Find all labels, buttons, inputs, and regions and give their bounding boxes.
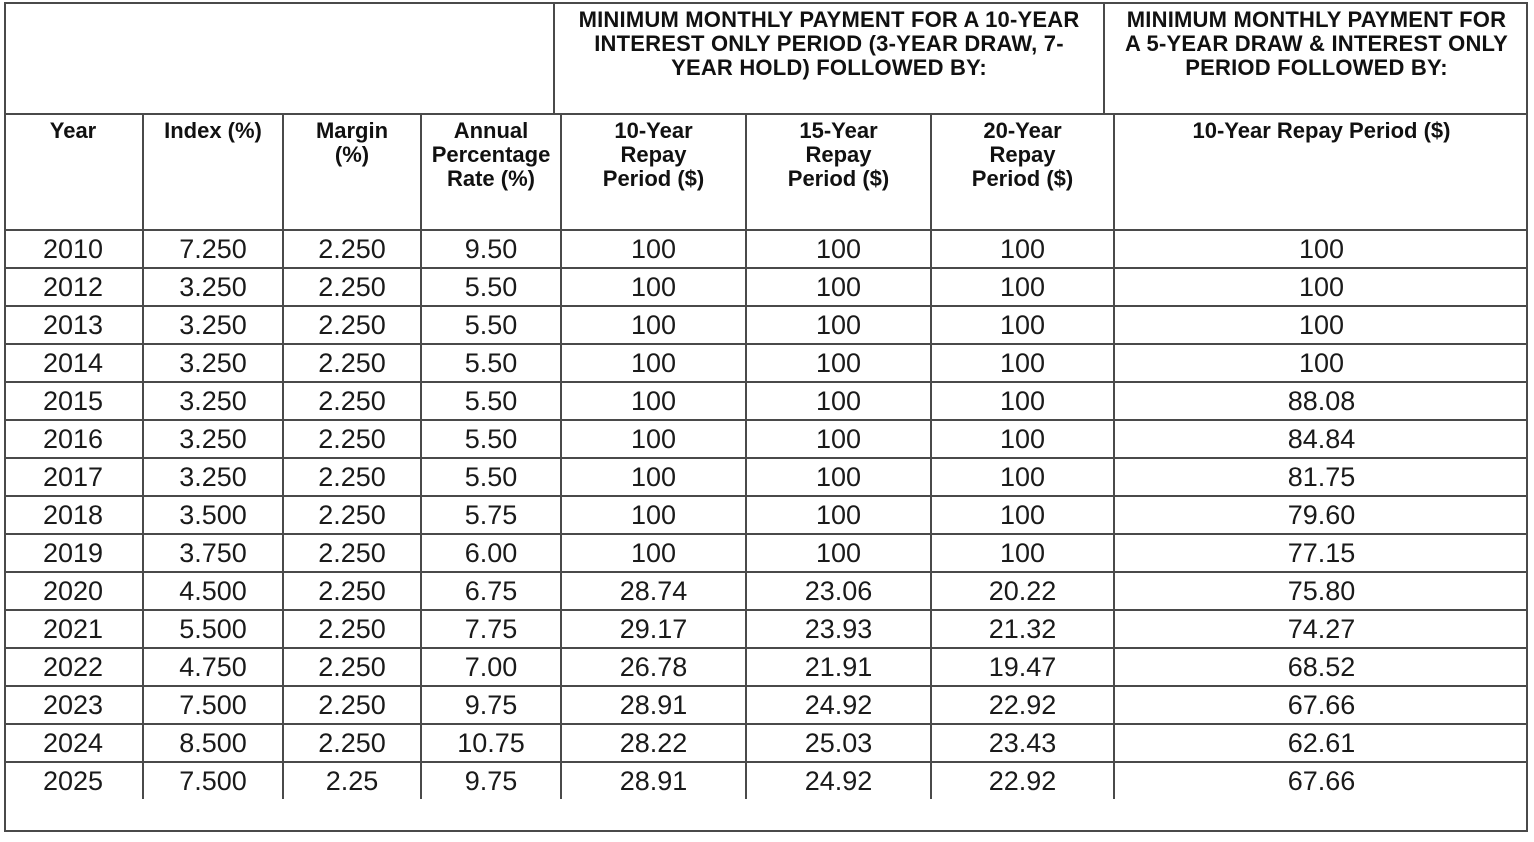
table-cell: 26.78 — [561, 648, 746, 686]
table-cell: 5.50 — [421, 420, 561, 458]
table-cell: 100 — [746, 534, 931, 572]
table-cell: 100 — [931, 306, 1114, 344]
table-cell: 84.84 — [1114, 420, 1528, 458]
group-header-10yr-interest-only: MINIMUM MONTHLY PAYMENT FOR A 10-YEAR INTEREST ONLY PERIOD (3-YEAR DRAW, 7-YEAR HOLD) FOLLOWED BY: — [553, 2, 1103, 113]
table-cell: 2.250 — [283, 686, 421, 724]
column-header-label: Year — [49, 118, 97, 143]
table-cell: 24.92 — [746, 686, 931, 724]
table-cell: 9.50 — [421, 230, 561, 268]
table-cell: 23.06 — [746, 572, 931, 610]
table-cell: 100 — [561, 344, 746, 382]
table-cell: 2.250 — [283, 344, 421, 382]
table-cell: 3.750 — [143, 534, 283, 572]
table-cell: 3.250 — [143, 344, 283, 382]
group-header-blank — [4, 2, 553, 113]
group-header-row — [4, 2, 1528, 115]
table-cell: 7.00 — [421, 648, 561, 686]
table-cell: 5.75 — [421, 496, 561, 534]
table-cell: 5.500 — [143, 610, 283, 648]
table-row — [4, 344, 1528, 382]
table-cell: 100 — [561, 420, 746, 458]
table-row — [4, 306, 1528, 344]
column-header — [1114, 115, 1528, 230]
table-cell: 5.50 — [421, 382, 561, 420]
column-header-label: Index (%) — [164, 118, 262, 143]
table-cell: 100 — [1114, 344, 1528, 382]
table-cell: 2.250 — [283, 306, 421, 344]
table-cell: 3.250 — [143, 458, 283, 496]
table-cell: 81.75 — [1114, 458, 1528, 496]
table-cell: 21.91 — [746, 648, 931, 686]
column-header-label: Margin (%) — [315, 118, 389, 167]
table-cell: 9.75 — [421, 762, 561, 799]
table-cell: 5.50 — [421, 458, 561, 496]
table-cell: 100 — [746, 268, 931, 306]
table-cell: 23.43 — [931, 724, 1114, 762]
table-cell: 2.250 — [283, 458, 421, 496]
table-cell: 3.250 — [143, 382, 283, 420]
table-cell: 2.250 — [283, 724, 421, 762]
table-cell: 7.75 — [421, 610, 561, 648]
table-cell: 100 — [1114, 306, 1528, 344]
table-cell: 2017 — [4, 458, 143, 496]
table-cell: 100 — [931, 382, 1114, 420]
table-cell: 29.17 — [561, 610, 746, 648]
table-row — [4, 496, 1528, 534]
table-cell: 79.60 — [1114, 496, 1528, 534]
table-cell: 22.92 — [931, 762, 1114, 799]
table-cell: 100 — [561, 306, 746, 344]
table-cell: 6.00 — [421, 534, 561, 572]
column-header-label: 10-Year Repay Period ($) — [1192, 118, 1451, 143]
table-cell: 7.500 — [143, 686, 283, 724]
table-row — [4, 534, 1528, 572]
column-header-label: 20-Year Repay Period ($) — [971, 118, 1074, 191]
column-header — [421, 115, 561, 230]
table-cell: 9.75 — [421, 686, 561, 724]
column-header — [746, 115, 931, 230]
table-cell: 2.250 — [283, 534, 421, 572]
table-cell: 20.22 — [931, 572, 1114, 610]
table-cell: 100 — [561, 496, 746, 534]
table-cell: 23.93 — [746, 610, 931, 648]
table-cell: 67.66 — [1114, 762, 1528, 799]
table-cell: 77.15 — [1114, 534, 1528, 572]
table-cell: 100 — [561, 458, 746, 496]
table-cell: 8.500 — [143, 724, 283, 762]
table-cell: 2.250 — [283, 572, 421, 610]
table-cell: 4.500 — [143, 572, 283, 610]
table-cell: 88.08 — [1114, 382, 1528, 420]
column-header — [931, 115, 1114, 230]
table-cell: 2025 — [4, 762, 143, 799]
table-cell: 100 — [931, 458, 1114, 496]
table-row — [4, 648, 1528, 686]
table-cell: 5.50 — [421, 268, 561, 306]
table-cell: 100 — [746, 230, 931, 268]
table-cell: 100 — [931, 534, 1114, 572]
column-header — [4, 115, 143, 230]
column-header — [283, 115, 421, 230]
table-cell: 22.92 — [931, 686, 1114, 724]
table-cell: 28.91 — [561, 762, 746, 799]
column-header — [561, 115, 746, 230]
table-cell: 21.32 — [931, 610, 1114, 648]
table-cell: 2012 — [4, 268, 143, 306]
table-cell: 3.250 — [143, 268, 283, 306]
table-row — [4, 458, 1528, 496]
table-cell: 100 — [561, 534, 746, 572]
column-header-label: Annual Percentage Rate (%) — [431, 118, 551, 191]
table-cell: 3.250 — [143, 306, 283, 344]
table-cell: 2.250 — [283, 268, 421, 306]
table-cell: 6.75 — [421, 572, 561, 610]
table-cell: 24.92 — [746, 762, 931, 799]
column-header-label: 10-Year Repay Period ($) — [602, 118, 705, 191]
column-header-row — [4, 115, 1528, 230]
table-row — [4, 686, 1528, 724]
table-cell: 2015 — [4, 382, 143, 420]
table-cell: 2018 — [4, 496, 143, 534]
table-cell: 68.52 — [1114, 648, 1528, 686]
table-cell: 74.27 — [1114, 610, 1528, 648]
table-cell: 100 — [746, 496, 931, 534]
table-cell: 4.750 — [143, 648, 283, 686]
table-cell: 5.50 — [421, 344, 561, 382]
table-cell: 100 — [746, 382, 931, 420]
table-cell: 100 — [931, 344, 1114, 382]
table-cell: 3.250 — [143, 420, 283, 458]
table-cell: 75.80 — [1114, 572, 1528, 610]
table-cell: 100 — [746, 344, 931, 382]
table-cell: 28.74 — [561, 572, 746, 610]
table-cell: 100 — [931, 268, 1114, 306]
table-cell: 100 — [561, 382, 746, 420]
table-row — [4, 382, 1528, 420]
table-cell: 2.250 — [283, 230, 421, 268]
table-cell: 7.500 — [143, 762, 283, 799]
table-cell: 2014 — [4, 344, 143, 382]
table-cell: 100 — [746, 306, 931, 344]
table-cell: 3.500 — [143, 496, 283, 534]
table-cell: 100 — [931, 420, 1114, 458]
table-cell: 28.22 — [561, 724, 746, 762]
table-row — [4, 572, 1528, 610]
table-cell: 2023 — [4, 686, 143, 724]
table-cell: 62.61 — [1114, 724, 1528, 762]
table-cell: 25.03 — [746, 724, 931, 762]
table-row — [4, 610, 1528, 648]
group-header-5yr-draw: MINIMUM MONTHLY PAYMENT FOR A 5-YEAR DRAW & INTEREST ONLY PERIOD FOLLOWED BY: — [1103, 2, 1528, 113]
table-cell: 19.47 — [931, 648, 1114, 686]
table-cell: 100 — [1114, 268, 1528, 306]
payment-table — [4, 115, 1528, 799]
table-row — [4, 762, 1528, 799]
table-cell: 2024 — [4, 724, 143, 762]
table-cell: 100 — [1114, 230, 1528, 268]
table-cell: 2.250 — [283, 648, 421, 686]
table-cell: 10.75 — [421, 724, 561, 762]
table-cell: 100 — [746, 420, 931, 458]
table-cell: 2010 — [4, 230, 143, 268]
table-row — [4, 268, 1528, 306]
table-cell: 2.25 — [283, 762, 421, 799]
table-cell: 100 — [561, 230, 746, 268]
table-cell: 2020 — [4, 572, 143, 610]
table-cell: 7.250 — [143, 230, 283, 268]
table-cell: 100 — [931, 496, 1114, 534]
table-cell: 100 — [931, 230, 1114, 268]
table-cell: 2.250 — [283, 420, 421, 458]
table-cell: 67.66 — [1114, 686, 1528, 724]
table-cell: 2.250 — [283, 610, 421, 648]
table-cell: 2019 — [4, 534, 143, 572]
column-header — [143, 115, 283, 230]
table-cell: 2022 — [4, 648, 143, 686]
table-row — [4, 230, 1528, 268]
table-cell: 100 — [561, 268, 746, 306]
table-cell: 100 — [746, 458, 931, 496]
table-row — [4, 724, 1528, 762]
table-row — [4, 420, 1528, 458]
table-cell: 5.50 — [421, 306, 561, 344]
column-header-label: 15-Year Repay Period ($) — [787, 118, 890, 191]
table-cell: 28.91 — [561, 686, 746, 724]
table-cell: 2013 — [4, 306, 143, 344]
table-cell: 2021 — [4, 610, 143, 648]
table-cell: 2.250 — [283, 496, 421, 534]
table-body — [4, 230, 1528, 799]
table-cell: 2.250 — [283, 382, 421, 420]
table-cell: 2016 — [4, 420, 143, 458]
